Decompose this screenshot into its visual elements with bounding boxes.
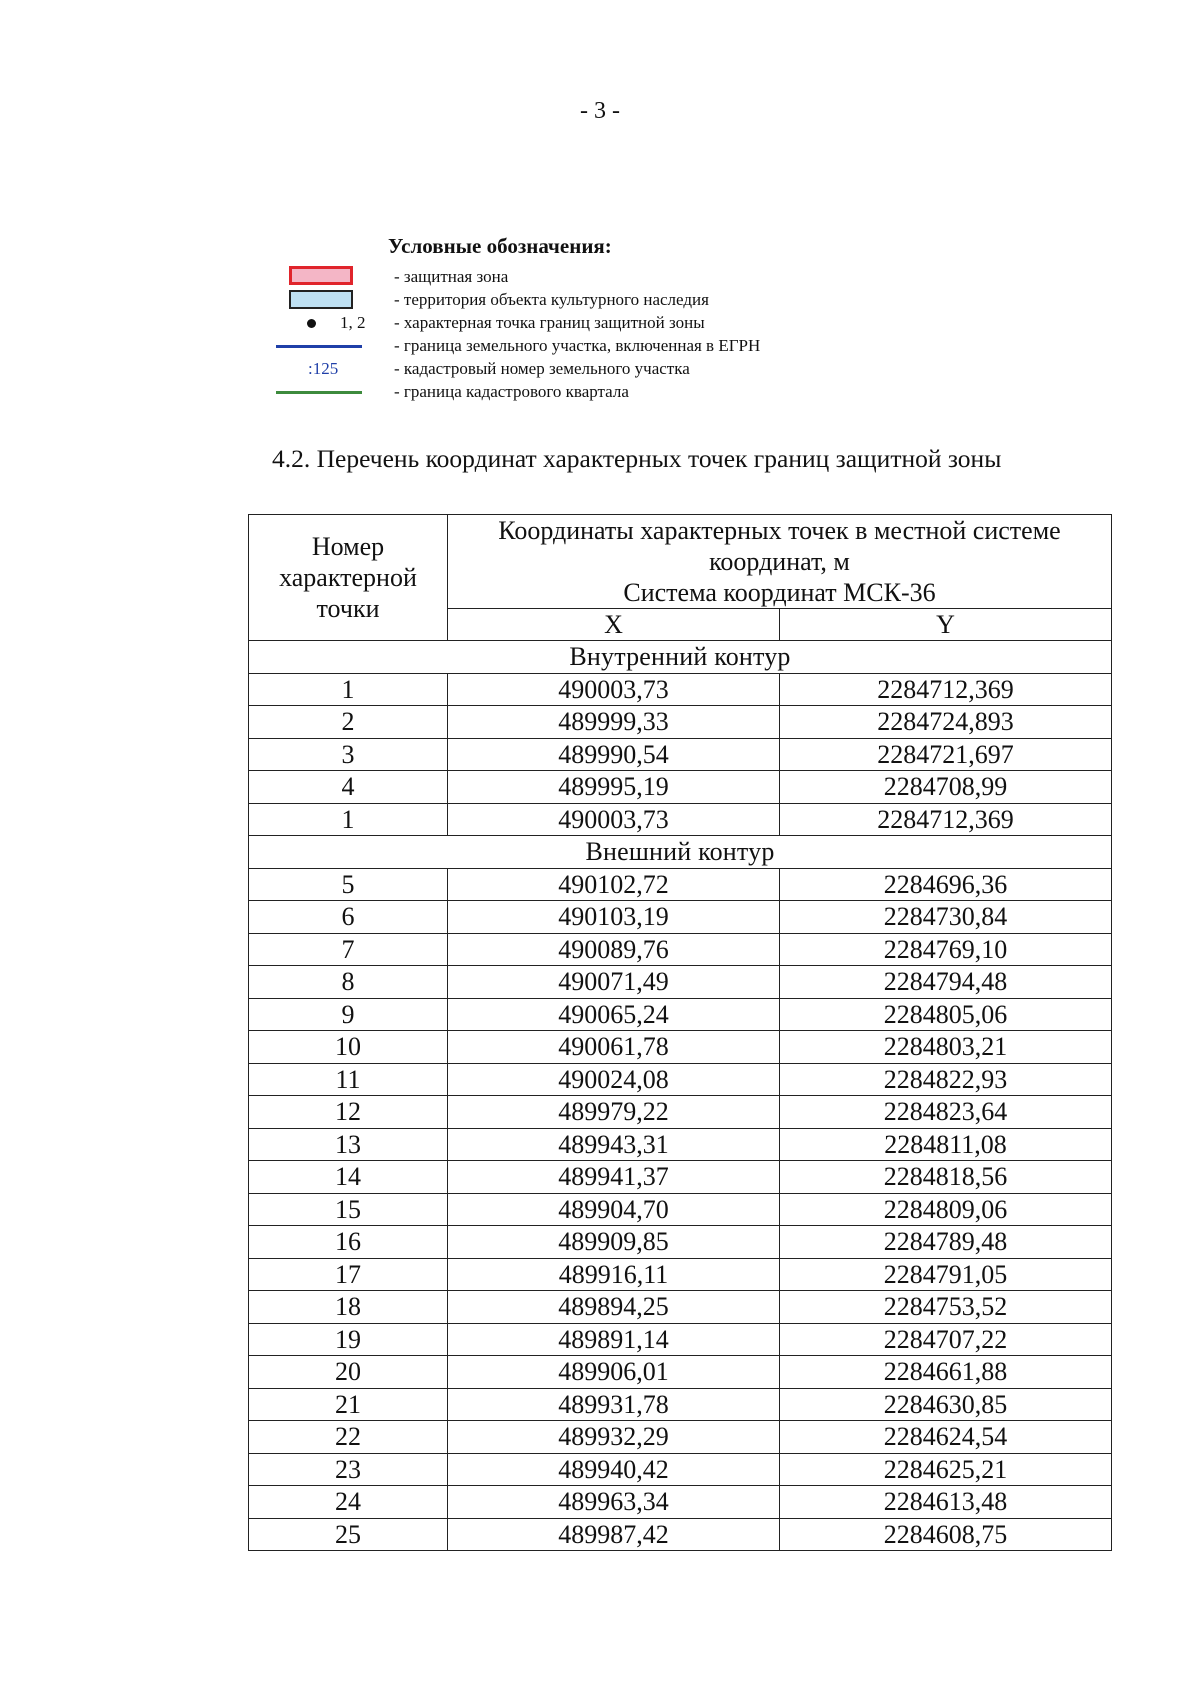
x-coordinate-cell: 489894,25 [448, 1291, 780, 1324]
y-coordinate-cell: 2284724,893 [780, 706, 1112, 739]
section-row-inner [249, 641, 1112, 674]
y-coordinate-cell: 2284608,75 [780, 1518, 1112, 1551]
legend-title: Условные обозначения: [388, 234, 612, 258]
y-coordinate-cell: 2284805,06 [780, 998, 1112, 1031]
section-row-outer [249, 836, 1112, 869]
coordinates-table-body [249, 641, 1112, 1551]
table-row [249, 771, 1112, 804]
section-heading: 4.2. Перечень координат характерных точек границ защитной зоны [272, 444, 1002, 473]
point-number-cell: 18 [249, 1291, 448, 1324]
x-coordinate-cell: 489999,33 [448, 706, 780, 739]
y-coordinate-cell: 2284753,52 [780, 1291, 1112, 1324]
y-coordinate-cell: 2284818,56 [780, 1161, 1112, 1194]
y-coordinate-cell: 2284730,84 [780, 901, 1112, 934]
legend-item-quarter-boundary [276, 381, 956, 403]
legend-item-text: - территория объекта культурного наследия [394, 290, 709, 309]
table-row [249, 966, 1112, 999]
x-coordinate-cell: 489987,42 [448, 1518, 780, 1551]
table-row [249, 706, 1112, 739]
point-number-cell: 1 [249, 803, 448, 836]
cadastral-number-sample: :125 [308, 359, 339, 378]
coordinates-table [248, 514, 1112, 1551]
section-label-inner: Внутренний контур [249, 641, 1112, 674]
point-number-cell: 12 [249, 1096, 448, 1129]
x-coordinate-cell: 490024,08 [448, 1063, 780, 1096]
header-x: X [448, 609, 780, 641]
header-coordinate-system: Система координат МСК-36 [623, 578, 936, 607]
point-number-cell: 4 [249, 771, 448, 804]
x-coordinate-cell: 489995,19 [448, 771, 780, 804]
y-coordinate-cell: 2284811,08 [780, 1128, 1112, 1161]
table-row [249, 738, 1112, 771]
point-number-cell: 11 [249, 1063, 448, 1096]
table-row [249, 1258, 1112, 1291]
table-row [249, 933, 1112, 966]
header-point-number: Номер характерной точки [249, 515, 448, 641]
y-coordinate-cell: 2284661,88 [780, 1356, 1112, 1389]
legend-item-parcel-boundary [276, 335, 956, 357]
point-number-cell: 15 [249, 1193, 448, 1226]
y-coordinate-cell: 2284712,369 [780, 803, 1112, 836]
point-number-cell: 14 [249, 1161, 448, 1194]
point-number-cell: 2 [249, 706, 448, 739]
table-row [249, 1193, 1112, 1226]
y-coordinate-cell: 2284823,64 [780, 1096, 1112, 1129]
table-row [249, 868, 1112, 901]
table-row [249, 1486, 1112, 1519]
x-coordinate-cell: 490065,24 [448, 998, 780, 1031]
table-row [249, 1063, 1112, 1096]
legend-item-text: - граница кадастрового квартала [394, 382, 629, 401]
y-coordinate-cell: 2284613,48 [780, 1486, 1112, 1519]
quarter-boundary-line-icon [276, 391, 362, 394]
x-coordinate-cell: 490003,73 [448, 803, 780, 836]
point-number-cell: 20 [249, 1356, 448, 1389]
x-coordinate-cell: 490089,76 [448, 933, 780, 966]
point-number-cell: 22 [249, 1421, 448, 1454]
point-label: 1, 2 [340, 313, 366, 332]
point-number-cell: 16 [249, 1226, 448, 1259]
x-coordinate-cell: 489963,34 [448, 1486, 780, 1519]
point-number-cell: 6 [249, 901, 448, 934]
point-number-cell: 7 [249, 933, 448, 966]
point-number-cell: 5 [249, 868, 448, 901]
point-number-cell: 24 [249, 1486, 448, 1519]
x-coordinate-cell: 490003,73 [448, 673, 780, 706]
table-row [249, 1291, 1112, 1324]
heritage-territory-swatch [289, 290, 353, 309]
point-number-cell: 23 [249, 1453, 448, 1486]
legend-item-heritage-territory [276, 289, 956, 311]
point-number-cell: 21 [249, 1388, 448, 1421]
point-number-cell: 1 [249, 673, 448, 706]
legend-item-text: - кадастровый номер земельного участка [394, 359, 690, 378]
point-number-cell: 10 [249, 1031, 448, 1064]
table-row [249, 1226, 1112, 1259]
x-coordinate-cell: 489904,70 [448, 1193, 780, 1226]
table-row [249, 1388, 1112, 1421]
y-coordinate-cell: 2284794,48 [780, 966, 1112, 999]
point-number-cell: 17 [249, 1258, 448, 1291]
table-row [249, 803, 1112, 836]
y-coordinate-cell: 2284630,85 [780, 1388, 1112, 1421]
parcel-boundary-line-icon [276, 345, 362, 348]
table-row [249, 998, 1112, 1031]
x-coordinate-cell: 489932,29 [448, 1421, 780, 1454]
legend-item-cadastral-number [276, 358, 956, 380]
point-number-cell: 9 [249, 998, 448, 1031]
y-coordinate-cell: 2284803,21 [780, 1031, 1112, 1064]
table-row [249, 901, 1112, 934]
x-coordinate-cell: 489943,31 [448, 1128, 780, 1161]
x-coordinate-cell: 489940,42 [448, 1453, 780, 1486]
table-row [249, 1323, 1112, 1356]
point-number-cell: 19 [249, 1323, 448, 1356]
table-row [249, 1161, 1112, 1194]
header-coordinates-text: Координаты характерных точек в местной системе координат, м [498, 516, 1061, 576]
point-number-cell: 3 [249, 738, 448, 771]
header-y: Y [780, 609, 1112, 641]
legend-item-text: - характерная точка границ защитной зоны [394, 313, 705, 332]
x-coordinate-cell: 490071,49 [448, 966, 780, 999]
point-number-cell: 13 [249, 1128, 448, 1161]
header-coordinates [448, 515, 1112, 609]
y-coordinate-cell: 2284712,369 [780, 673, 1112, 706]
table-row [249, 1031, 1112, 1064]
x-coordinate-cell: 489916,11 [448, 1258, 780, 1291]
y-coordinate-cell: 2284721,697 [780, 738, 1112, 771]
table-row [249, 1356, 1112, 1389]
x-coordinate-cell: 489990,54 [448, 738, 780, 771]
x-coordinate-cell: 489906,01 [448, 1356, 780, 1389]
legend-item-characteristic-point [276, 312, 956, 334]
x-coordinate-cell: 489941,37 [448, 1161, 780, 1194]
legend-item-text: - защитная зона [394, 267, 509, 286]
x-coordinate-cell: 489931,78 [448, 1388, 780, 1421]
y-coordinate-cell: 2284809,06 [780, 1193, 1112, 1226]
y-coordinate-cell: 2284707,22 [780, 1323, 1112, 1356]
x-coordinate-cell: 490061,78 [448, 1031, 780, 1064]
y-coordinate-cell: 2284791,05 [780, 1258, 1112, 1291]
y-coordinate-cell: 2284708,99 [780, 771, 1112, 804]
y-coordinate-cell: 2284625,21 [780, 1453, 1112, 1486]
x-coordinate-cell: 490102,72 [448, 868, 780, 901]
legend-item-text: - граница земельного участка, включенная в ЕГРН [394, 336, 761, 355]
table-row [249, 1096, 1112, 1129]
y-coordinate-cell: 2284789,48 [780, 1226, 1112, 1259]
table-row [249, 1421, 1112, 1454]
point-dot-icon [307, 319, 316, 328]
table-row [249, 1128, 1112, 1161]
y-coordinate-cell: 2284822,93 [780, 1063, 1112, 1096]
x-coordinate-cell: 489909,85 [448, 1226, 780, 1259]
y-coordinate-cell: 2284769,10 [780, 933, 1112, 966]
y-coordinate-cell: 2284624,54 [780, 1421, 1112, 1454]
legend-item-protection-zone [276, 266, 956, 288]
table-row [249, 1518, 1112, 1551]
section-label-outer: Внешний контур [249, 836, 1112, 869]
x-coordinate-cell: 489891,14 [448, 1323, 780, 1356]
page-number: - 3 - [580, 98, 620, 124]
point-number-cell: 8 [249, 966, 448, 999]
table-row [249, 1453, 1112, 1486]
table-row [249, 673, 1112, 706]
x-coordinate-cell: 490103,19 [448, 901, 780, 934]
point-number-cell: 25 [249, 1518, 448, 1551]
protection-zone-swatch [289, 266, 353, 285]
x-coordinate-cell: 489979,22 [448, 1096, 780, 1129]
y-coordinate-cell: 2284696,36 [780, 868, 1112, 901]
